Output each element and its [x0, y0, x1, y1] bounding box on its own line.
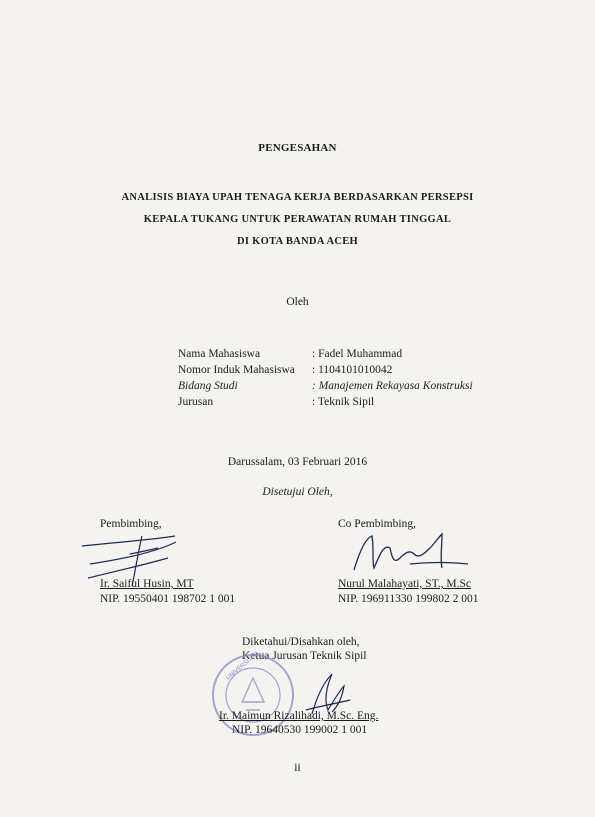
place-date: Darussalam, 03 Februari 2016 — [227, 456, 368, 468]
name-value: : Fadel Muhammad — [312, 348, 403, 360]
name-label: Nama Mahasiswa — [178, 348, 261, 360]
thesis-title-line-3: DI KOTA BANDA ACEH — [236, 236, 359, 247]
student-id-value: : 1104101010042 — [312, 364, 393, 376]
by-label: Oleh — [286, 296, 309, 308]
field-label: Bidang Studi — [178, 380, 238, 392]
supervisor-nip: NIP. 19550401 198702 1 001 — [100, 593, 236, 605]
student-id-label: Nomor Induk Mahasiswa — [178, 364, 295, 376]
co-supervisor-role: Co Pembimbing, — [338, 518, 416, 530]
co-supervisor-name: Nurul Malahayati, ST., M.Sc — [338, 578, 471, 590]
thesis-title-line-2: KEPALA TUKANG UNTUK PERAWATAN RUMAH TINGGAL — [143, 214, 452, 225]
field-value: : Manajemen Rekayasa Konstruksi — [312, 380, 473, 392]
head-nip: NIP. 19640530 199002 1 001 — [232, 724, 368, 736]
head-title: Ketua Jurusan Teknik Sipil — [242, 650, 367, 662]
head-approval-line: Diketahui/Disahkan oleh, — [242, 636, 360, 648]
department-label: Jurusan — [178, 396, 214, 408]
supervisor-role: Pembimbing, — [100, 518, 162, 530]
co-supervisor-signature — [350, 528, 480, 578]
department-value: : Teknik Sipil — [312, 396, 375, 408]
page-number: ii — [294, 762, 301, 774]
page-heading: PENGESAHAN — [258, 142, 337, 154]
approved-by: Disetujui Oleh, — [262, 486, 333, 498]
stamp-text: UNIVERSITAS — [225, 651, 260, 682]
head-name: Ir. Maimun Rizalihadi, M.Sc. Eng. — [219, 710, 379, 722]
co-supervisor-nip: NIP. 196911330 199802 2 001 — [338, 593, 479, 605]
thesis-title-line-1: ANALISIS BIAYA UPAH TENAGA KERJA BERDASARKAN PERSEPSI — [121, 192, 474, 203]
supervisor-name: Ir. Saiful Husin, MT — [100, 578, 194, 590]
